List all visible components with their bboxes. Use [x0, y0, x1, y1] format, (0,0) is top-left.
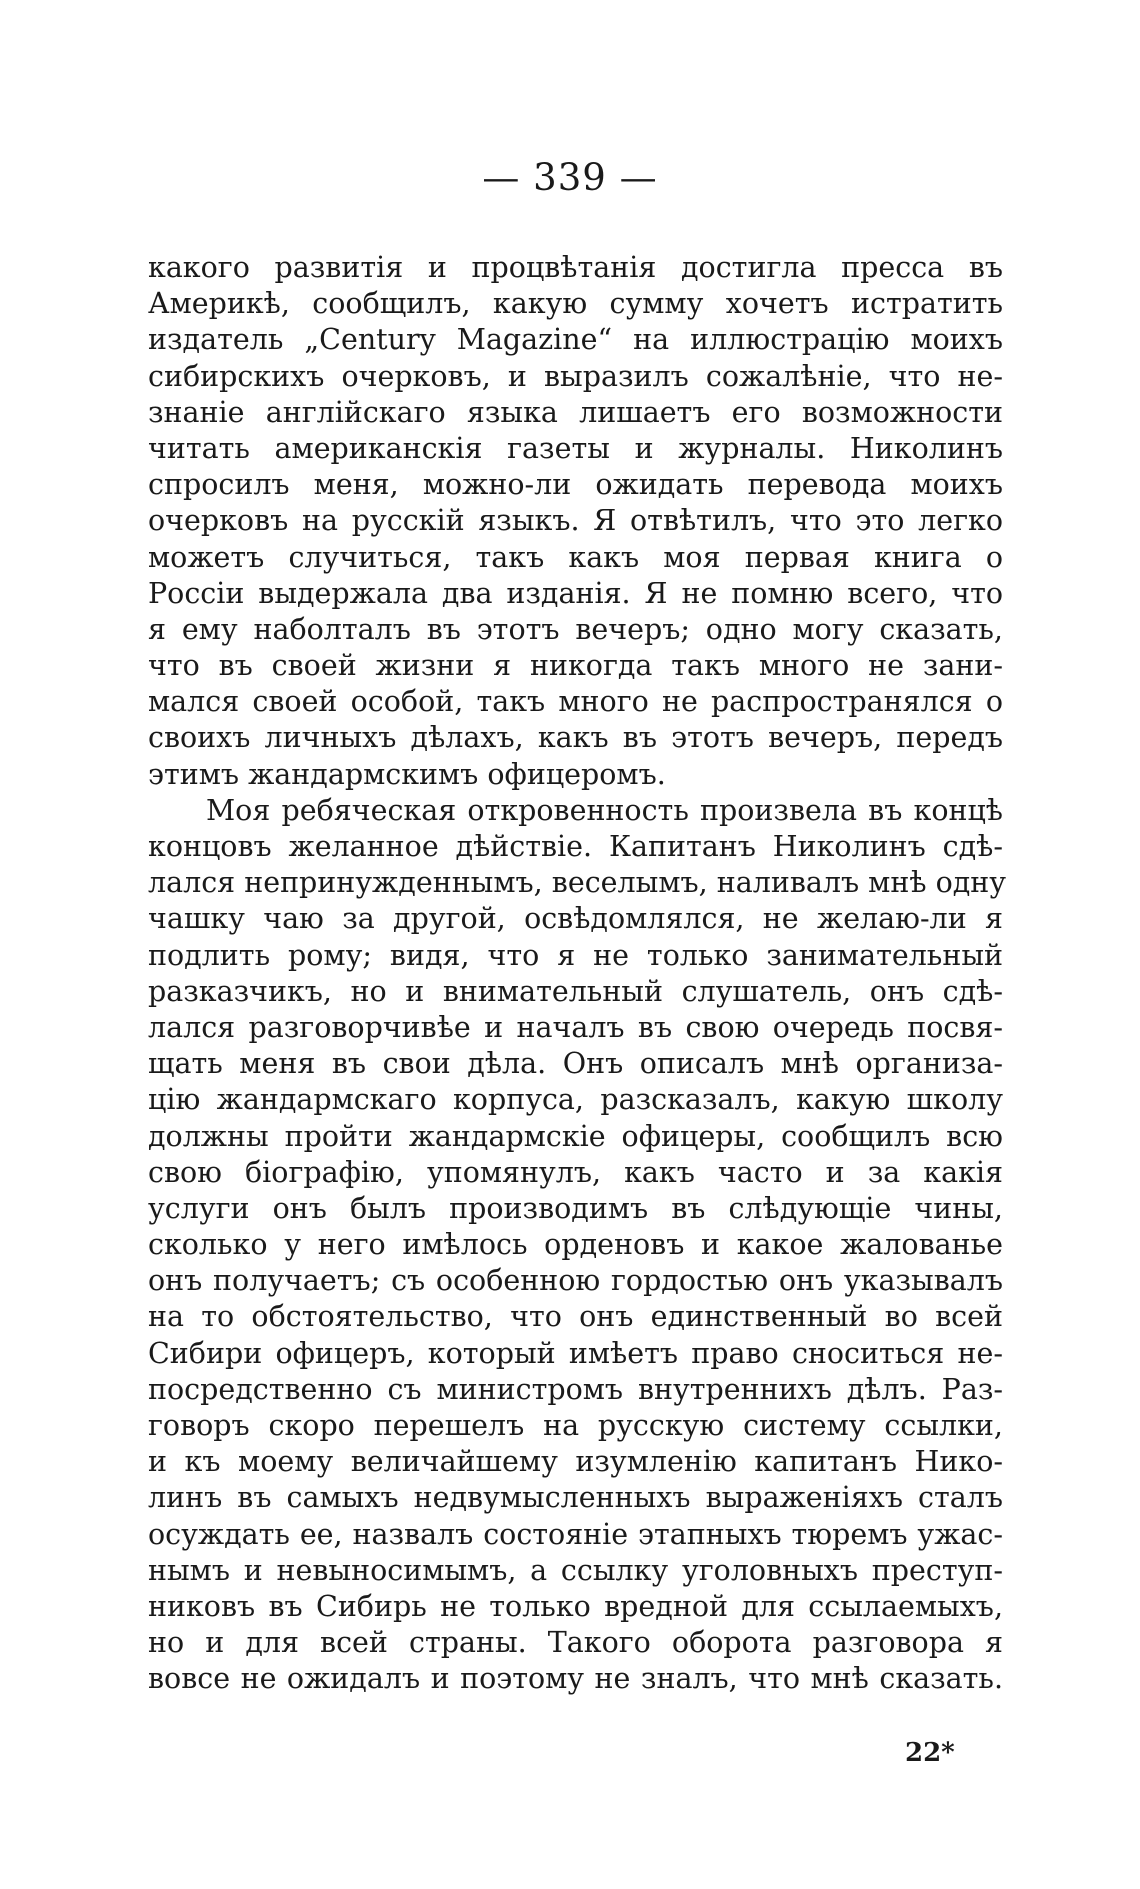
text-line: очерковъ на русскій языкъ. Я отвѣтилъ, что это легко [148, 504, 1003, 538]
text-line: онъ получаетъ; съ особенною гордостью онъ указывалъ [148, 1264, 1003, 1298]
text-line: на то обстоятельство, что онъ единственный во всей [148, 1300, 1003, 1334]
text-line: Россіи выдержала два изданія. Я не помню всего, что [148, 576, 1003, 610]
paragraph-2 [148, 793, 1007, 1698]
text-line: Сибири офицеръ, который имѣетъ право сноситься не- [148, 1336, 1003, 1370]
text-line: сколько у него имѣлось орденовъ и какое жалованье [148, 1228, 1003, 1262]
text-line: знаніе англійскаго языка лишаетъ его возможности [148, 395, 1003, 429]
page-number: — 339 — [482, 156, 658, 199]
text-line: свою біографію, упомянулъ, какъ часто и за какія [148, 1155, 1003, 1189]
text-line: мался своей особой, такъ много не распространялся о [148, 685, 1003, 719]
text-line: я ему наболталъ въ этотъ вечеръ; одно могу сказать, [148, 612, 1003, 646]
text-line: но и для всей страны. Такого оборота разговора я [148, 1626, 1003, 1660]
text-line: лался разговорчивѣе и началъ въ свою очередь посвя- [148, 1010, 1003, 1044]
text-line: говоръ скоро перешелъ на русскую систему ссылки, [148, 1409, 1003, 1442]
signature-mark: 22* [905, 1738, 955, 1768]
text-line: никовъ въ Сибирь не только вредной для ссылаемыхъ, [148, 1589, 1003, 1623]
text-line: сибирскихъ очерковъ, и выразилъ сожалѣніе, что не- [148, 359, 1003, 393]
text-line: чашку чаю за другой, освѣдомлялся, не желаю-ли я [148, 902, 1003, 936]
text-line: издатель „Century Magazine“ на иллюстрацію моихъ [148, 323, 1003, 357]
text-line: Америкѣ, сообщилъ, какую сумму хочетъ истратить [148, 287, 1003, 321]
body-text [148, 250, 1007, 1698]
text-line: какого развитія и процвѣтанія достигла пресса въ [148, 251, 1003, 284]
text-line: спросилъ меня, можно-ли ожидать перевода моихъ [148, 468, 1003, 502]
text-line: разказчикъ, но и внимательный слушатель, онъ сдѣ- [148, 974, 1003, 1008]
paragraph-1 [148, 250, 1003, 793]
text-line: лался непринужденнымъ, веселымъ, наливалъ мнѣ одну [148, 866, 1007, 900]
text-line: и къ моему величайшему изумленію капитанъ Нико- [148, 1445, 1003, 1479]
text-line: можетъ случиться, такъ какъ моя первая книга о [148, 540, 1003, 574]
text-line: этимъ жандармскимъ офицеромъ. [148, 757, 666, 791]
text-line: Моя ребяческая откровенность произвела въ концѣ [206, 793, 1003, 827]
text-line: услуги онъ былъ производимъ въ слѣдующіе чины, [148, 1191, 1003, 1225]
text-line: нымъ и невыносимымъ, а ссылку уголовныхъ преступ- [148, 1553, 1003, 1587]
text-line: своихъ личныхъ дѣлахъ, какъ въ этотъ вечеръ, передъ [148, 721, 1003, 755]
text-line: что въ своей жизни я никогда такъ много не зани- [148, 649, 1003, 683]
text-line: концовъ желанное дѣйствіе. Капитанъ Николинъ сдѣ- [148, 830, 1003, 863]
text-line: должны пройти жандармскіе офицеры, сообщилъ всю [148, 1119, 1003, 1153]
text-line: осуждать ее, назвалъ состояніе этапныхъ тюремъ ужас- [148, 1517, 1003, 1551]
text-line: вовсе не ожидалъ и поэтому не зналъ, что мнѣ сказать. [148, 1662, 1003, 1696]
text-line: читать американскія газеты и журналы. Николинъ [148, 431, 1003, 465]
text-line: посредственно съ министромъ внутреннихъ дѣлъ. Раз- [148, 1372, 1003, 1406]
text-line: линъ въ самыхъ недвумысленныхъ выраженіяхъ сталъ [148, 1481, 1003, 1515]
text-line: цію жандармскаго корпуса, разсказалъ, какую школу [148, 1083, 1003, 1117]
text-line: подлить рому; видя, что я не только занимательный [148, 938, 1003, 972]
text-line: щать меня въ свои дѣла. Онъ описалъ мнѣ организа- [148, 1047, 1003, 1081]
